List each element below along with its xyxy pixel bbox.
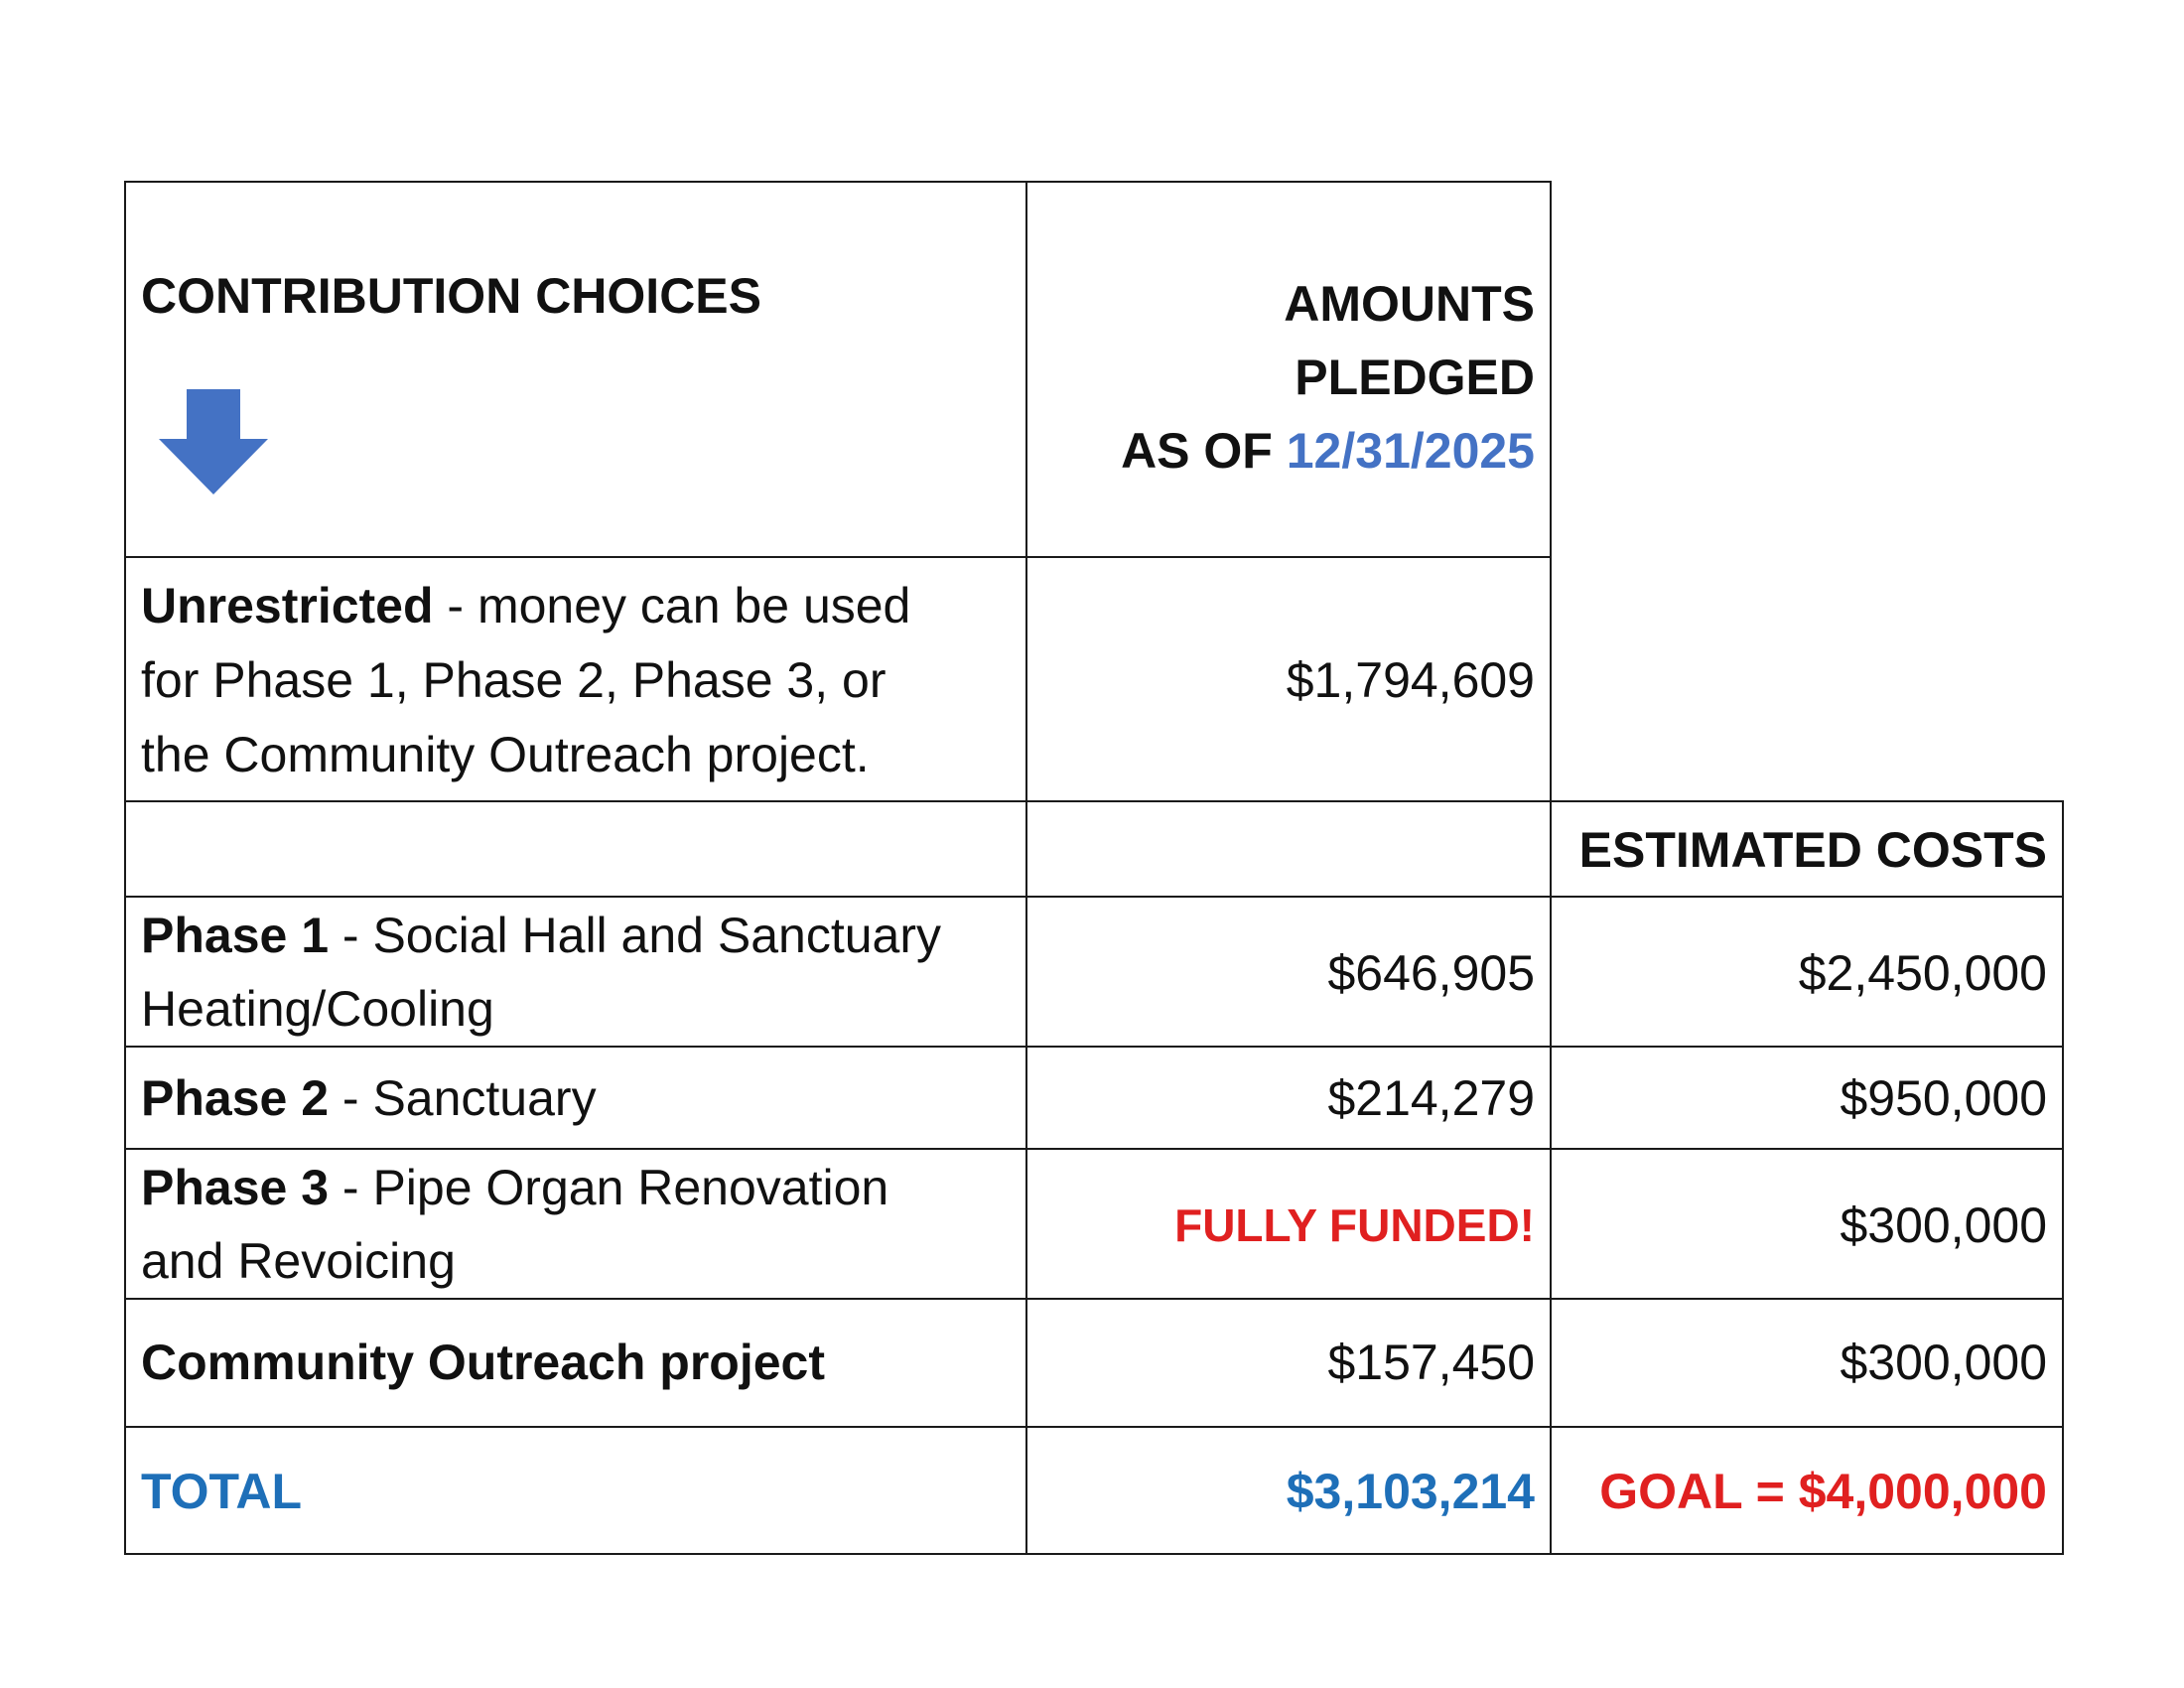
- phase2-cost: $950,000: [1840, 1070, 2047, 1126]
- column-header-amounts-line1: AMOUNTS: [1284, 276, 1535, 332]
- phase1-pledged: $646,905: [1327, 945, 1535, 1001]
- phase2-line1: [141, 1060, 597, 1136]
- column-header-costs: ESTIMATED COSTS: [1578, 822, 2047, 878]
- phase3-line2: and Revoicing: [141, 1233, 456, 1289]
- phase1-line2: Heating/Cooling: [141, 981, 494, 1037]
- phase2-name: Phase 2: [141, 1070, 330, 1126]
- phase3-line1: [141, 1150, 888, 1225]
- phase1-line1: [141, 898, 941, 973]
- column-header-choices: CONTRIBUTION CHOICES: [141, 268, 761, 324]
- phase1-name: Phase 1: [141, 908, 330, 963]
- column-header-amounts-line2: PLEDGED: [1295, 350, 1535, 405]
- blank-cell: [1025, 800, 1552, 898]
- total-goal: GOAL = $4,000,000: [1599, 1464, 2047, 1519]
- unrestricted-desc-line3: the Community Outreach project.: [141, 727, 870, 782]
- community-outreach-name: Community Outreach project: [141, 1335, 825, 1390]
- unrestricted-name: Unrestricted: [141, 578, 434, 633]
- column-header-as-of: [1042, 413, 1535, 489]
- phase1-desc: - Social Hall and Sanctuary: [329, 908, 941, 963]
- phase3-pledged: FULLY FUNDED!: [1174, 1199, 1535, 1251]
- phase1-cost: $2,450,000: [1798, 945, 2047, 1001]
- as-of-date: 12/31/2025: [1286, 423, 1535, 479]
- as-of-prefix: AS OF: [1121, 423, 1287, 479]
- unrestricted-desc-line1: [141, 568, 910, 643]
- header-choices-cell: [124, 181, 1027, 558]
- phase3-name: Phase 3: [141, 1160, 330, 1215]
- phase3-desc: - Pipe Organ Renovation: [329, 1160, 889, 1215]
- phase3-cost: $300,000: [1840, 1197, 2047, 1253]
- blank-cell: [124, 800, 1027, 898]
- total-label: TOTAL: [141, 1464, 303, 1519]
- community-outreach-cost: $300,000: [1840, 1335, 2047, 1390]
- phase2-desc: - Sanctuary: [329, 1070, 597, 1126]
- phase2-pledged: $214,279: [1327, 1070, 1535, 1126]
- unrestricted-desc: - money can be used: [433, 578, 911, 633]
- down-arrow-icon: [159, 389, 268, 494]
- unrestricted-pledged: $1,794,609: [1286, 652, 1535, 708]
- community-outreach-pledged: $157,450: [1327, 1335, 1535, 1390]
- unrestricted-desc-line2: for Phase 1, Phase 2, Phase 3, or: [141, 652, 887, 708]
- total-pledged: $3,103,214: [1286, 1464, 1535, 1519]
